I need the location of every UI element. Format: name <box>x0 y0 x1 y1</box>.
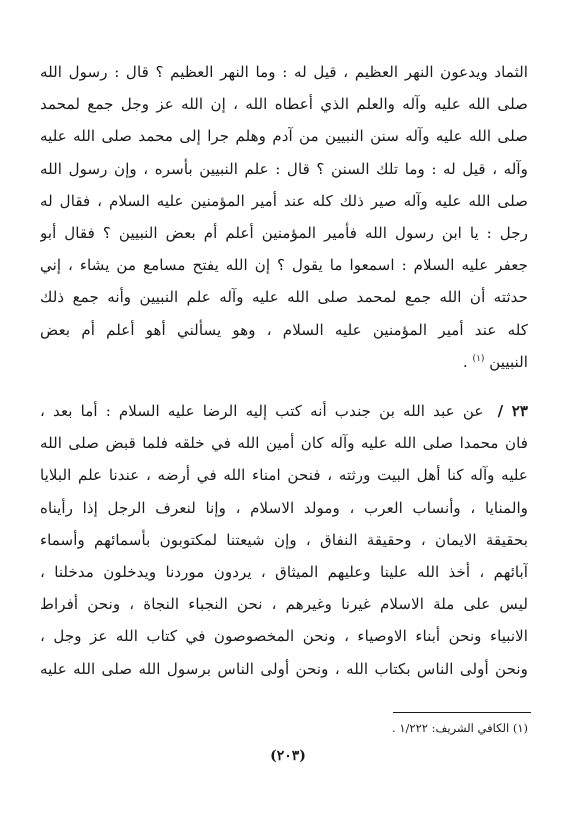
text-line: صلى الله عليه وآله والعلم الذي أعطاه الله ، إن الله عز وجل جمع لمحمد <box>40 95 528 114</box>
paragraph-1 <box>40 56 528 378</box>
text-line-first <box>40 395 528 427</box>
text-line: كله عند أمير المؤمنين عليه السلام ، وهو يسألني أهو أعلم أم بعض <box>40 320 528 339</box>
text-line: ليس على ملة الاسلام غيرنا وغيرهم ، نحن النجباء النجاة ، ونحن أفراط <box>40 595 528 614</box>
text-line: صلى الله عليه وآله صير ذلك كله عند أمير المؤمنين عليه السلام ، فقال له <box>40 191 528 210</box>
last-line-end: . <box>462 352 473 371</box>
text-line: والمنايا ، وأنساب العرب ، ومولد الاسلام ، وإنا لنعرف الرجل إذا رأيناه <box>40 498 528 517</box>
text-line: الانبياء ونحن أبناء الاوصياء ، ونحن المخصوصون في كتاب الله عز وجل ، <box>40 627 528 646</box>
text-line: حدثته أن الله جمع لمحمد صلى الله عليه وآله علم النبيين وأنه جمع ذلك <box>40 288 528 307</box>
text-line: بحقيقة الايمان ، وحقيقة النفاق ، وإن شيعتنا لمكتوبون بأسمائهم وأسماء <box>40 530 528 549</box>
text-line: رجل : يا ابن رسول الله فأمير المؤمنين أعلم أم بعض النبيين ؟ فقال أبو <box>40 223 528 242</box>
paragraph-2 <box>40 395 528 685</box>
text-line: ونحن أولى الناس بكتاب الله ، ونحن أولى الناس برسول الله صلى الله عليه <box>40 659 528 678</box>
text-line: وآله ، قيل له : وما تلك السنن ؟ قال : علم النبيين بأسره ، وإن رسول الله <box>40 159 528 178</box>
footnote-marker[interactable]: (١) <box>472 353 485 364</box>
text-line: فان محمدا صلى الله عليه وآله كان أمين الله في خلقه فلما قبض صلى الله <box>40 434 528 453</box>
text-line-last <box>40 346 528 378</box>
text-line: صلى الله عليه وآله سنن النبيين من آدم وهلم جرا إلى محمد صلى الله عليه <box>40 127 528 146</box>
text-line: آبائهم ، أخذ الله علينا وعليهم الميثاق ، يردون موردنا ويدخلون مدخلنا ، <box>40 562 528 581</box>
footnote: (١) الكافي الشريف: ١/٢٢٢ . <box>392 721 528 735</box>
text-line: الثماد ويدعون النهر العظيم ، قيل له : وما النهر العظيم ؟ قال : رسول الله <box>40 63 528 81</box>
page-number: (٢٠٣) <box>270 748 306 764</box>
footnote-divider <box>393 712 531 713</box>
last-line-text: النبيين <box>489 352 528 371</box>
hadith-number: ٢٣ / <box>497 402 528 420</box>
text-line: جعفر عليه السلام : اسمعوا ما يقول ؟ إن الله يفتح مسامع من يشاء ، إني <box>40 256 528 275</box>
first-line-text: عن عبد الله بن جندب أنه كتب إليه الرضا عليه السلام : أما بعد ، <box>40 402 484 420</box>
text-line: عليه وآله كنا أهل البيت ورثته ، فنحن امناء الله في أرضه ، عندنا علم البلايا <box>40 466 528 485</box>
